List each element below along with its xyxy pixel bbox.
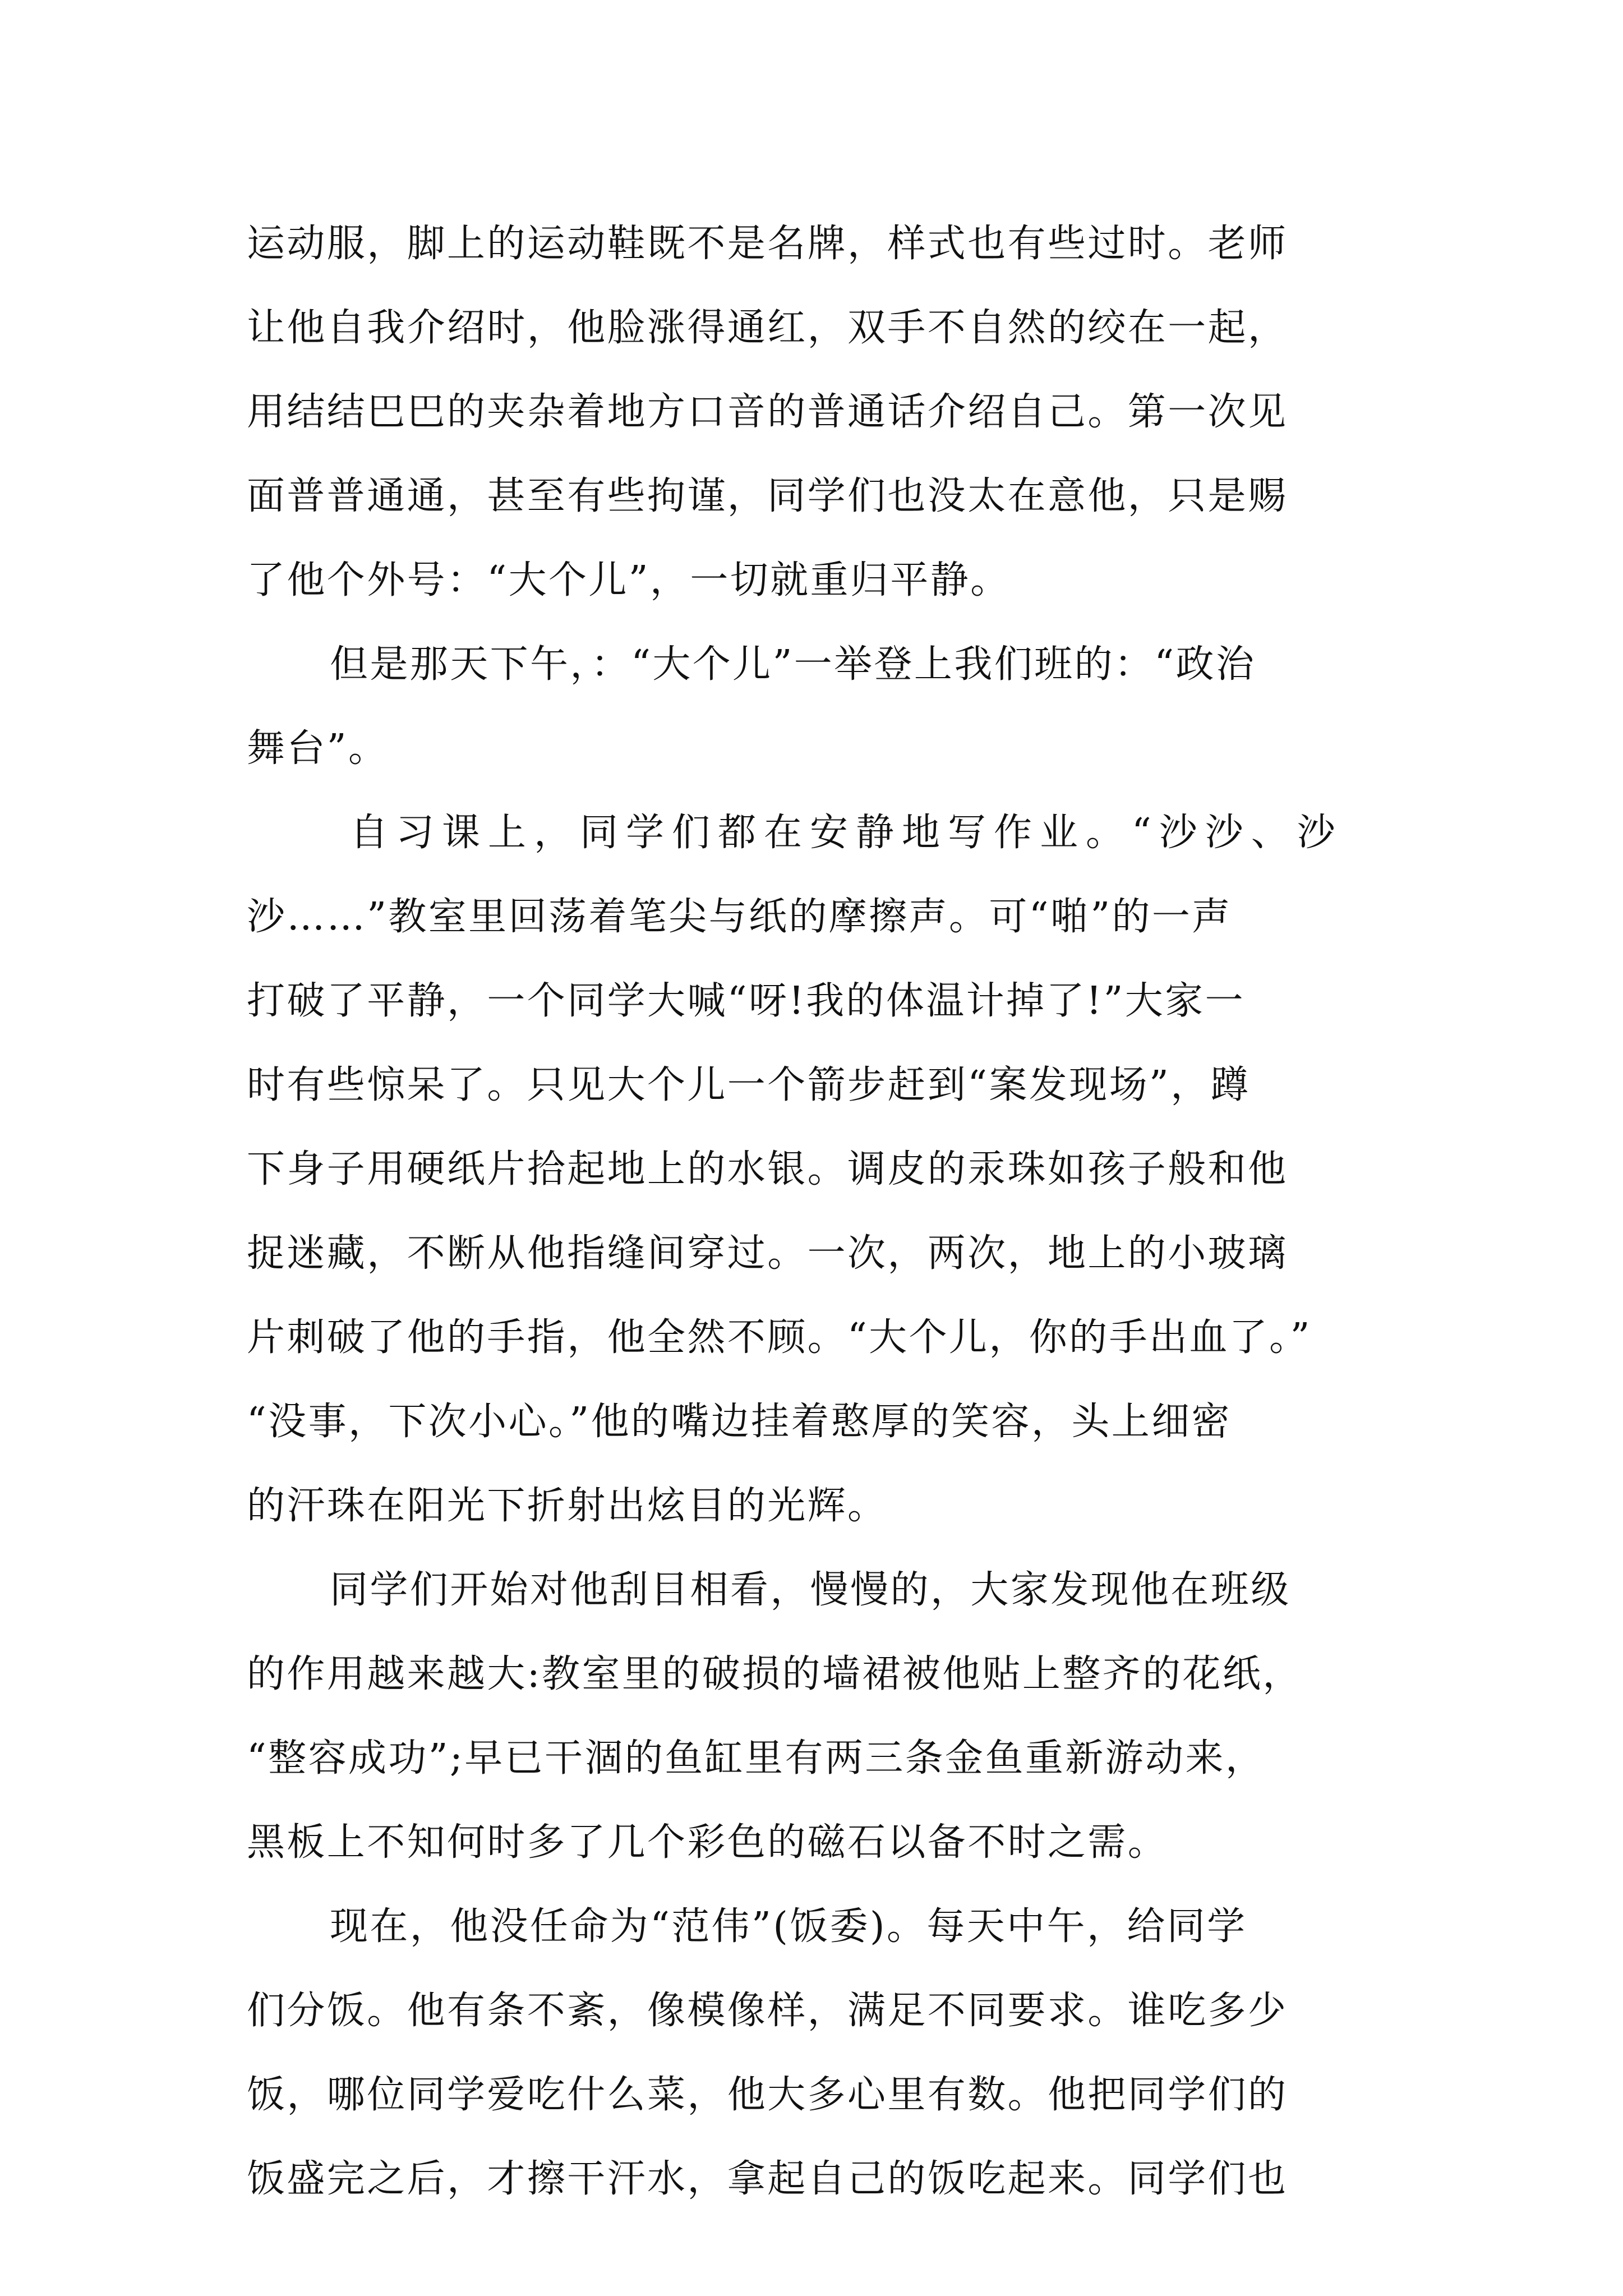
text-line: 们分饭。他有条不紊，像模像样，满足不同要求。谁吃多少 (247, 1989, 1288, 2033)
text-line: 时有些惊呆了。只见大个儿一个箭步赶到“案发现场”，蹲 (247, 1063, 1251, 1107)
paragraph-start: 自习课上，同学们都在安静地写作业。“沙沙、沙 (350, 811, 1343, 855)
text-line: 黑板上不知何时多了几个彩色的磁石以备不时之需。 (247, 1820, 1168, 1865)
text-line: 的汗珠在阳光下折射出炫目的光辉。 (247, 1484, 888, 1528)
text-line: 饭盛完之后，才擦干汗水，拿起自己的饭吃起来。同学们也 (247, 2157, 1288, 2201)
text-line: 运动服，脚上的运动鞋既不是名牌，样式也有些过时。老师 (247, 222, 1288, 266)
text-line: 片刺破了他的手指，他全然不顾。“大个儿，你的手出血了。” (247, 1315, 1312, 1360)
text-line: 沙……”教室里回荡着笔尖与纸的摩擦声。可“啪”的一声 (247, 895, 1232, 939)
text-line: 下身子用硬纸片拾起地上的水银。调皮的汞珠如孩子般和他 (247, 1147, 1288, 1191)
text-line: 面普普通通，甚至有些拘谨，同学们也没太在意他，只是赐 (247, 474, 1288, 518)
text-line: 的作用越来越大:教室里的破损的墙裙被他贴上整齐的花纸， (247, 1652, 1303, 1696)
text-line: 打破了平静，一个同学大喊“呀!我的体温计掉了!”大家一 (247, 979, 1245, 1023)
paragraph-start: 现在，他没任命为“范伟”(饭委)。每天中午，给同学 (330, 1904, 1247, 1949)
text-line: “整容成功”;早已干涸的鱼缸里有两三条金鱼重新游动来， (247, 1736, 1266, 1780)
text-line: “没事，下次小心。”他的嘴边挂着憨厚的笑容，头上细密 (247, 1400, 1232, 1444)
text-line: 用结结巴巴的夹杂着地方口音的普通话介绍自己。第一次见 (247, 390, 1288, 434)
text-line: 舞台”。 (247, 726, 389, 771)
text-line: 饭，哪位同学爱吃什么菜，他大多心里有数。他把同学们的 (247, 2073, 1288, 2117)
paragraph-start: 同学们开始对他刮目相看，慢慢的，大家发现他在班级 (330, 1568, 1291, 1612)
text-line: 让他自我介绍时，他脸涨得通红，双手不自然的绞在一起， (247, 306, 1288, 350)
text-line: 了他个外号：“大个儿”，一切就重归平静。 (247, 558, 1011, 602)
paragraph-start: 但是那天下午，：“大个儿”一举登上我们班的：“政治 (330, 642, 1256, 687)
text-line: 捉迷藏，不断从他指缝间穿过。一次，两次，地上的小玻璃 (247, 1231, 1288, 1276)
